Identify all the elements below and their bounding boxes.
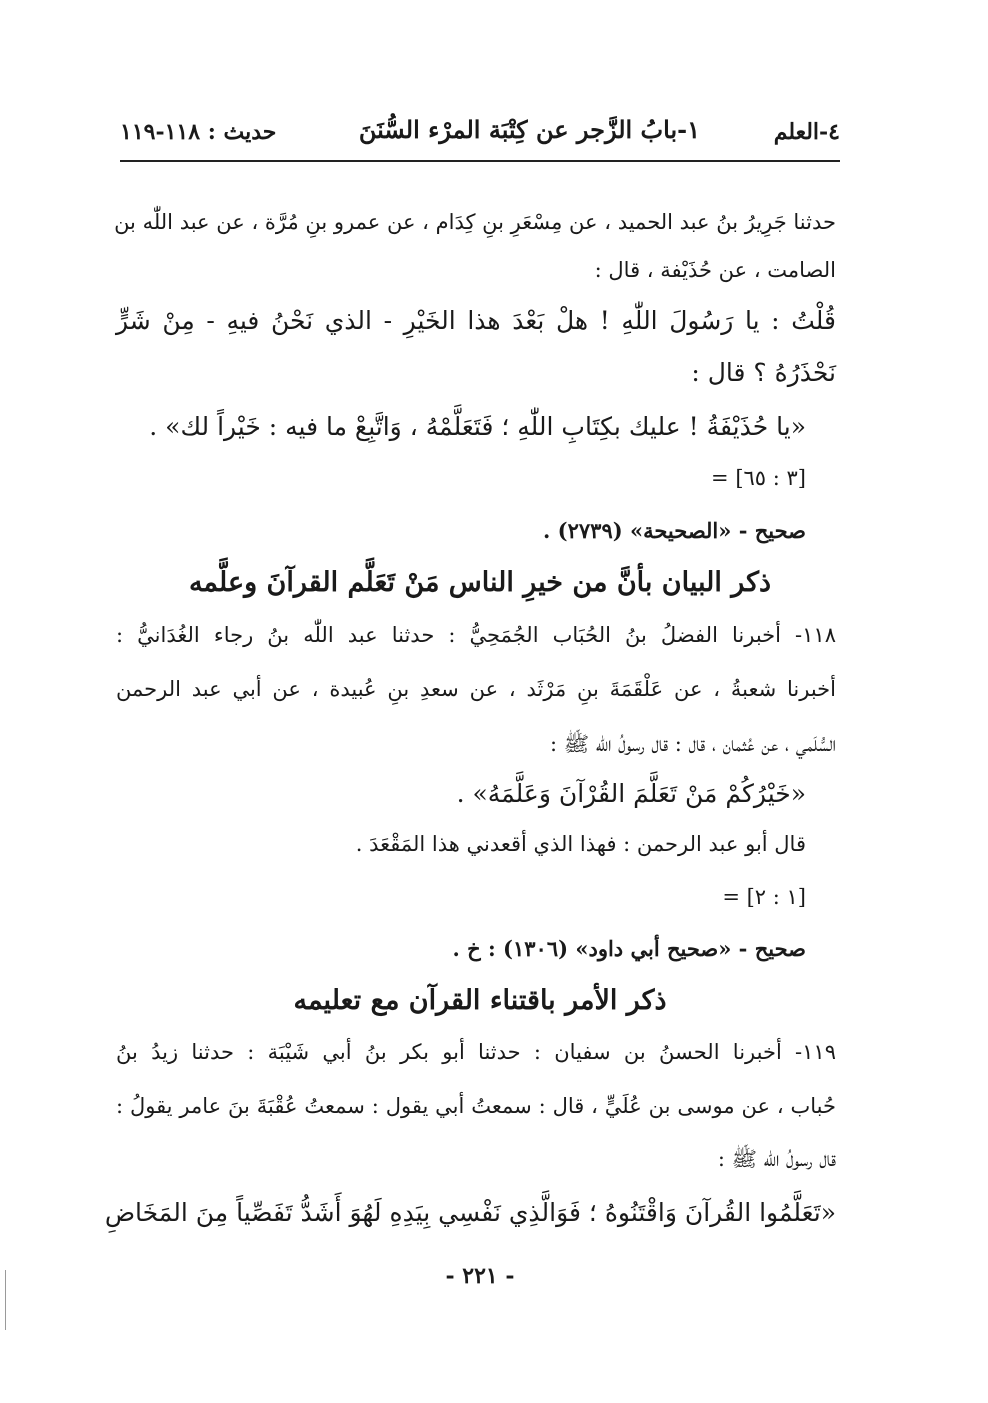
hadith-text: «خَيْرُكُمْ مَنْ تَعَلَّمَ القُرْآنَ وَعَلَّمَهُ» . xyxy=(456,779,806,808)
text-line: الصامت ، عن حُذَيْفة ، قال : xyxy=(594,258,836,282)
scan-edge-line xyxy=(5,1270,6,1330)
chapter-heading: ذكر الأمر باقتناء القرآن مع تعليمه xyxy=(293,985,667,1016)
text-line: ١١٨- أخبرنا الفضلُ بنُ الحُبَاب الجُمَحِيُّ : حدثنا عبد اللّٰه بنُ رجاء الغُدَانيُّ : xyxy=(116,623,836,647)
header-section-title: ١-بابُ الزَّجر عن كِتْبَة المرْء السُّنَنَ xyxy=(358,115,700,144)
page-number: - ٢٢١ - xyxy=(445,1263,515,1289)
text-line: السُّلَمي ، عن عُثمان ، قال : قال رسولُ اللّٰه ﷺ : xyxy=(550,732,836,756)
text-line: حُباب ، عن موسى بن عُلَيٍّ ، قال : سمعتُ أبي يقول : سمعتُ عُقْبَةَ بنَ عامر يقولُ : xyxy=(116,1094,836,1118)
text-line: حدثنا جَرِيرُ بنُ عبد الحميد ، عن مِسْعَرِ بنِ كِدَام ، عن عمرو بنِ مُرَّة ، عن عبد اللّٰه بن xyxy=(114,210,836,234)
header-hadith-range: حديث : ١١٨-١١٩ xyxy=(120,119,277,145)
grading-line: صحيح - «الصحيحة» (٢٧٣٩) . xyxy=(543,518,806,543)
hadith-text: «يا حُذَيْفَةُ ! عليك بكِتَابِ اللّٰهِ ؛ فَتَعَلَّمْهُ ، وَاتَّبِعْ ما فيه : خَيْراً لك» . xyxy=(149,412,806,441)
grading-line: صحيح - «صحيح أبي داود» (١٣٠٦) : خ . xyxy=(452,936,806,961)
quote-line: نَحْذَرُهُ ؟ قال : xyxy=(691,358,836,387)
text-line: ١١٩- أخبرنا الحسنُ بن سفيان : حدثنا أبو بكر بنُ أبي شَيْبَة : حدثنا زيدُ بنُ xyxy=(116,1040,836,1064)
hadith-text: «تَعَلَّمُوا القُرآنَ وَاقْتَنُوهُ ؛ فَوَالَّذِي نَفْسِي بِيَدِهِ لَهُوَ أَشَدُّ تَفَصِّياً مِنَ المَخَاضِ xyxy=(104,1198,836,1227)
quote-line: قُلْتُ : يا رَسُولَ اللّٰهِ ! هلْ بَعْدَ هذا الخَيْرِ - الذي نَحْنُ فيهِ - مِنْ شَرٍّ xyxy=(116,306,836,335)
text-line: قال رسولُ اللّٰه ﷺ : xyxy=(717,1147,836,1171)
running-header xyxy=(120,115,840,155)
cross-reference: [١ : ٢] = xyxy=(722,885,806,909)
chapter-heading: ذكر البيان بأنَّ من خيرِ الناس مَنْ تَعَلَّم القرآنَ وعلَّمه xyxy=(188,567,772,598)
text-line: أخبرنا شعبةُ ، عن عَلْقَمَةَ بنِ مَرْثَد ، عن سعدِ بنِ عُبيدة ، عن أبي عبد الرحمن xyxy=(116,677,836,701)
header-chapter: ٤-العلم xyxy=(773,119,840,145)
header-rule xyxy=(120,160,840,162)
cross-reference: [٣ : ٦٥] = xyxy=(711,466,806,490)
text-line: قال أبو عبد الرحمن : فهذا الذي أقعدني هذا المَقْعَدَ . xyxy=(355,832,806,856)
